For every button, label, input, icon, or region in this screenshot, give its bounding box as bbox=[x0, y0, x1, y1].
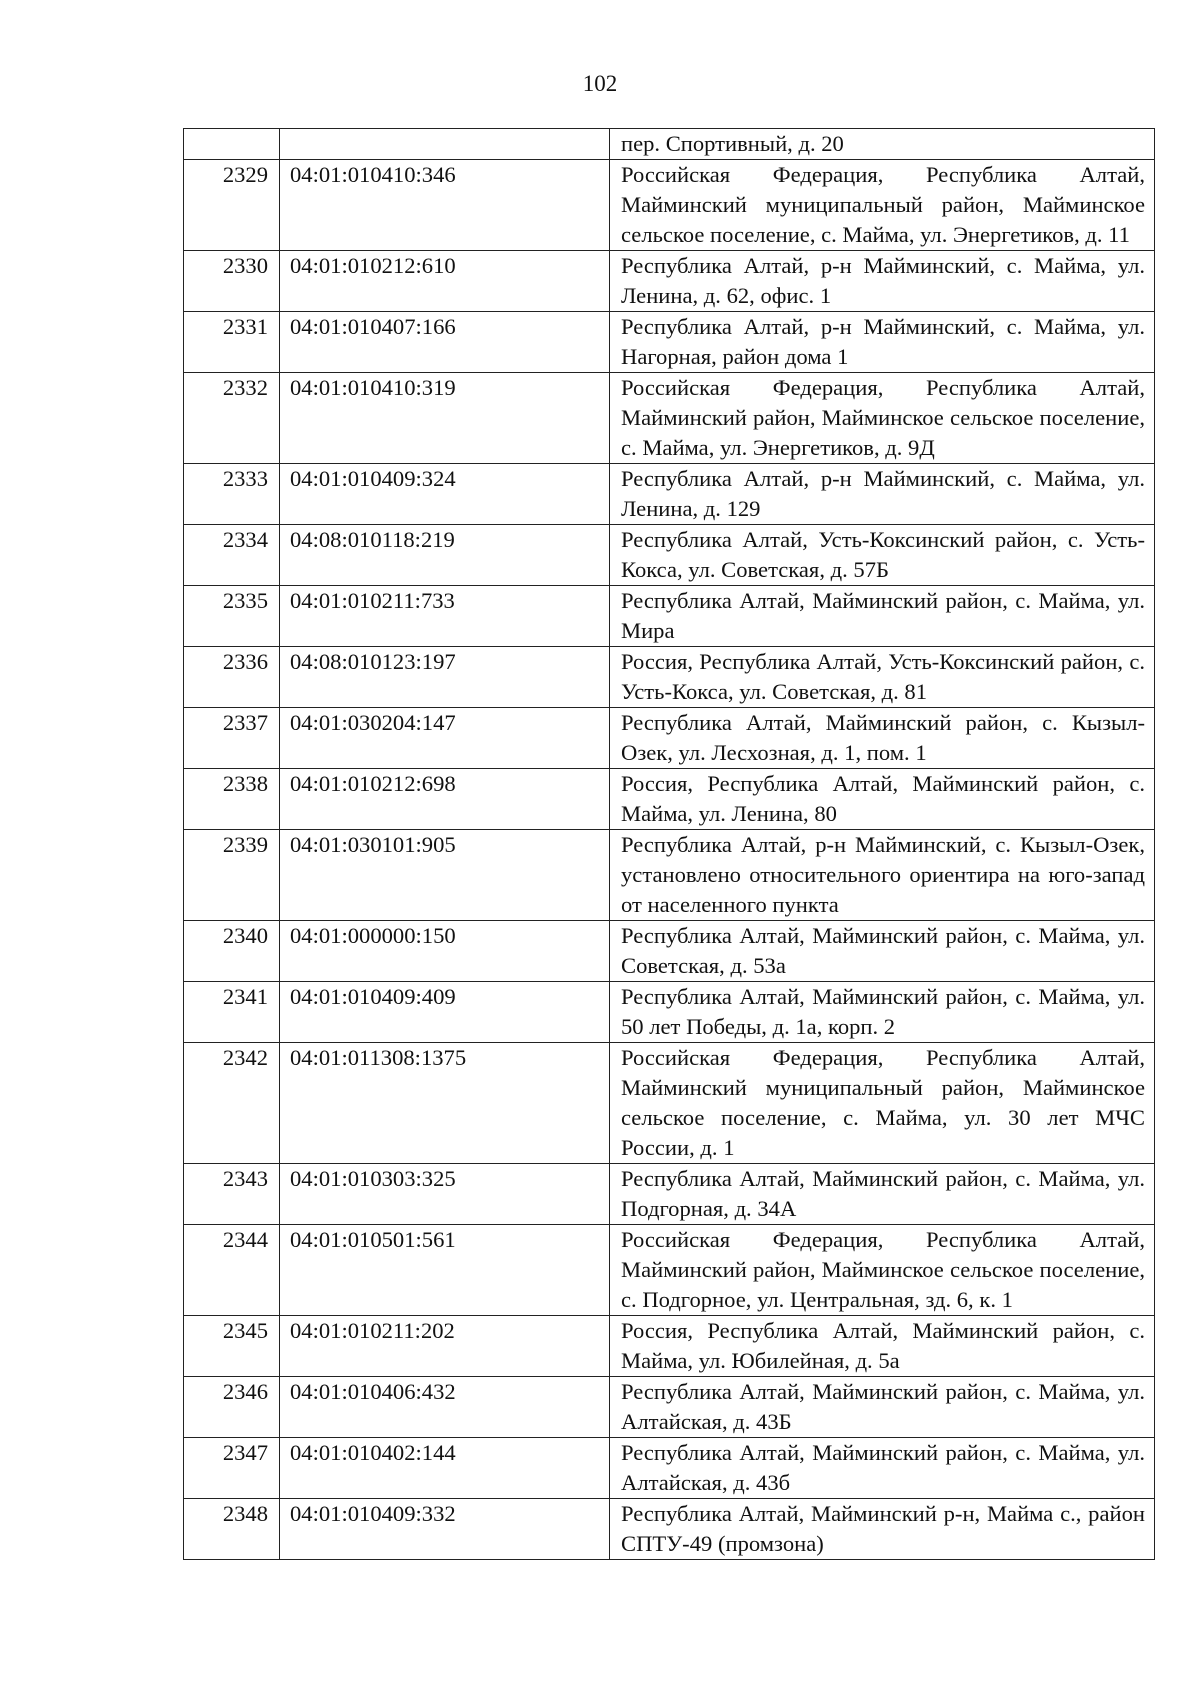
table-row bbox=[184, 1499, 1155, 1560]
row-number-cell: 2342 bbox=[184, 1043, 280, 1164]
address-cell: Республика Алтай, р-н Майминский, с. Майма, ул. Нагорная, район дома 1 bbox=[610, 312, 1155, 373]
cadastral-number-cell: 04:08:010123:197 bbox=[280, 647, 610, 708]
cadastral-number-cell: 04:01:010212:610 bbox=[280, 251, 610, 312]
row-number-cell: 2330 bbox=[184, 251, 280, 312]
table-row bbox=[184, 1225, 1155, 1316]
address-cell: Республика Алтай, Майминский р-н, Майма с., район СПТУ-49 (промзона) bbox=[610, 1499, 1155, 1560]
cadastral-number-cell: 04:01:030101:905 bbox=[280, 830, 610, 921]
address-cell: пер. Спортивный, д. 20 bbox=[610, 129, 1155, 160]
address-cell: Республика Алтай, Майминский район, с. Майма, ул. Подгорная, д. 34А bbox=[610, 1164, 1155, 1225]
address-cell: Республика Алтай, Майминский район, с. Майма, ул. Мира bbox=[610, 586, 1155, 647]
row-number-cell: 2338 bbox=[184, 769, 280, 830]
table-body bbox=[184, 129, 1155, 1560]
address-cell: Республика Алтай, Майминский район, с. Майма, ул. Алтайская, д. 43Б bbox=[610, 1377, 1155, 1438]
table-row bbox=[184, 1377, 1155, 1438]
cadastral-number-cell: 04:01:010402:144 bbox=[280, 1438, 610, 1499]
cadastral-number-cell: 04:01:010406:432 bbox=[280, 1377, 610, 1438]
table-row bbox=[184, 1316, 1155, 1377]
table-row bbox=[184, 830, 1155, 921]
row-number-cell: 2348 bbox=[184, 1499, 280, 1560]
address-cell: Россия, Республика Алтай, Усть-Коксинский район, с. Усть-Кокса, ул. Советская, д. 81 bbox=[610, 647, 1155, 708]
row-number-cell: 2332 bbox=[184, 373, 280, 464]
address-cell: Российская Федерация, Республика Алтай, Майминский муниципальный район, Майминское сельское поселение, с. Майма, ул. 30 лет МЧС России, д. 1 bbox=[610, 1043, 1155, 1164]
table-row bbox=[184, 1164, 1155, 1225]
row-number-cell: 2329 bbox=[184, 160, 280, 251]
table-row bbox=[184, 647, 1155, 708]
row-number-cell: 2333 bbox=[184, 464, 280, 525]
address-cell: Российская Федерация, Республика Алтай, Майминский муниципальный район, Майминское сельское поселение, с. Майма, ул. Энергетиков, д. 11 bbox=[610, 160, 1155, 251]
page-number: 102 bbox=[582, 71, 618, 96]
address-cell: Россия, Республика Алтай, Майминский район, с. Майма, ул. Юбилейная, д. 5а bbox=[610, 1316, 1155, 1377]
address-cell: Республика Алтай, Майминский район, с. Майма, ул. Алтайская, д. 43б bbox=[610, 1438, 1155, 1499]
cadastral-number-cell: 04:01:010407:166 bbox=[280, 312, 610, 373]
table-row bbox=[184, 525, 1155, 586]
address-cell: Республика Алтай, р-н Майминский, с. Майма, ул. Ленина, д. 62, офис. 1 bbox=[610, 251, 1155, 312]
row-number-cell bbox=[184, 129, 280, 160]
cadastral-number-cell: 04:01:011308:1375 bbox=[280, 1043, 610, 1164]
table-row bbox=[184, 1438, 1155, 1499]
table-row bbox=[184, 769, 1155, 830]
table-row bbox=[184, 251, 1155, 312]
address-cell: Республика Алтай, Майминский район, с. Майма, ул. Советская, д. 53а bbox=[610, 921, 1155, 982]
cadastral-number-cell: 04:01:030204:147 bbox=[280, 708, 610, 769]
cadastral-number-cell: 04:01:010409:409 bbox=[280, 982, 610, 1043]
row-number-cell: 2347 bbox=[184, 1438, 280, 1499]
table-row bbox=[184, 1043, 1155, 1164]
property-registry-table bbox=[183, 128, 1155, 1560]
table-row bbox=[184, 160, 1155, 251]
address-cell: Республика Алтай, Майминский район, с. Майма, ул. 50 лет Победы, д. 1а, корп. 2 bbox=[610, 982, 1155, 1043]
address-cell: Россия, Республика Алтай, Майминский район, с. Майма, ул. Ленина, 80 bbox=[610, 769, 1155, 830]
cadastral-number-cell bbox=[280, 129, 610, 160]
table-row bbox=[184, 921, 1155, 982]
address-cell: Республика Алтай, р-н Майминский, с. Майма, ул. Ленина, д. 129 bbox=[610, 464, 1155, 525]
row-number-cell: 2341 bbox=[184, 982, 280, 1043]
address-cell: Российская Федерация, Республика Алтай, Майминский район, Майминское сельское поселение, с. Подгорное, ул. Центральная, зд. 6, к. 1 bbox=[610, 1225, 1155, 1316]
table-row bbox=[184, 708, 1155, 769]
cadastral-number-cell: 04:01:010409:324 bbox=[280, 464, 610, 525]
cadastral-number-cell: 04:01:010410:346 bbox=[280, 160, 610, 251]
row-number-cell: 2331 bbox=[184, 312, 280, 373]
row-number-cell: 2336 bbox=[184, 647, 280, 708]
cadastral-number-cell: 04:08:010118:219 bbox=[280, 525, 610, 586]
row-number-cell: 2343 bbox=[184, 1164, 280, 1225]
row-number-cell: 2335 bbox=[184, 586, 280, 647]
table-row bbox=[184, 982, 1155, 1043]
table-row bbox=[184, 129, 1155, 160]
row-number-cell: 2344 bbox=[184, 1225, 280, 1316]
cadastral-number-cell: 04:01:010211:733 bbox=[280, 586, 610, 647]
cadastral-number-cell: 04:01:010303:325 bbox=[280, 1164, 610, 1225]
cadastral-number-cell: 04:01:010410:319 bbox=[280, 373, 610, 464]
row-number-cell: 2334 bbox=[184, 525, 280, 586]
cadastral-number-cell: 04:01:010211:202 bbox=[280, 1316, 610, 1377]
cadastral-number-cell: 04:01:010212:698 bbox=[280, 769, 610, 830]
address-cell: Российская Федерация, Республика Алтай, Майминский район, Майминское сельское поселение, с. Майма, ул. Энергетиков, д. 9Д bbox=[610, 373, 1155, 464]
cadastral-number-cell: 04:01:000000:150 bbox=[280, 921, 610, 982]
cadastral-number-cell: 04:01:010501:561 bbox=[280, 1225, 610, 1316]
address-cell: Республика Алтай, р-н Майминский, с. Кызыл-Озек, установлено относительного ориентира на юго-запад от населенного пункта bbox=[610, 830, 1155, 921]
address-cell: Республика Алтай, Майминский район, с. Кызыл-Озек, ул. Лесхозная, д. 1, пом. 1 bbox=[610, 708, 1155, 769]
address-cell: Республика Алтай, Усть-Коксинский район, с. Усть-Кокса, ул. Советская, д. 57Б bbox=[610, 525, 1155, 586]
table-row bbox=[184, 373, 1155, 464]
table-row bbox=[184, 586, 1155, 647]
row-number-cell: 2339 bbox=[184, 830, 280, 921]
table-row bbox=[184, 312, 1155, 373]
row-number-cell: 2345 bbox=[184, 1316, 280, 1377]
row-number-cell: 2340 bbox=[184, 921, 280, 982]
row-number-cell: 2337 bbox=[184, 708, 280, 769]
row-number-cell: 2346 bbox=[184, 1377, 280, 1438]
cadastral-number-cell: 04:01:010409:332 bbox=[280, 1499, 610, 1560]
table-row bbox=[184, 464, 1155, 525]
